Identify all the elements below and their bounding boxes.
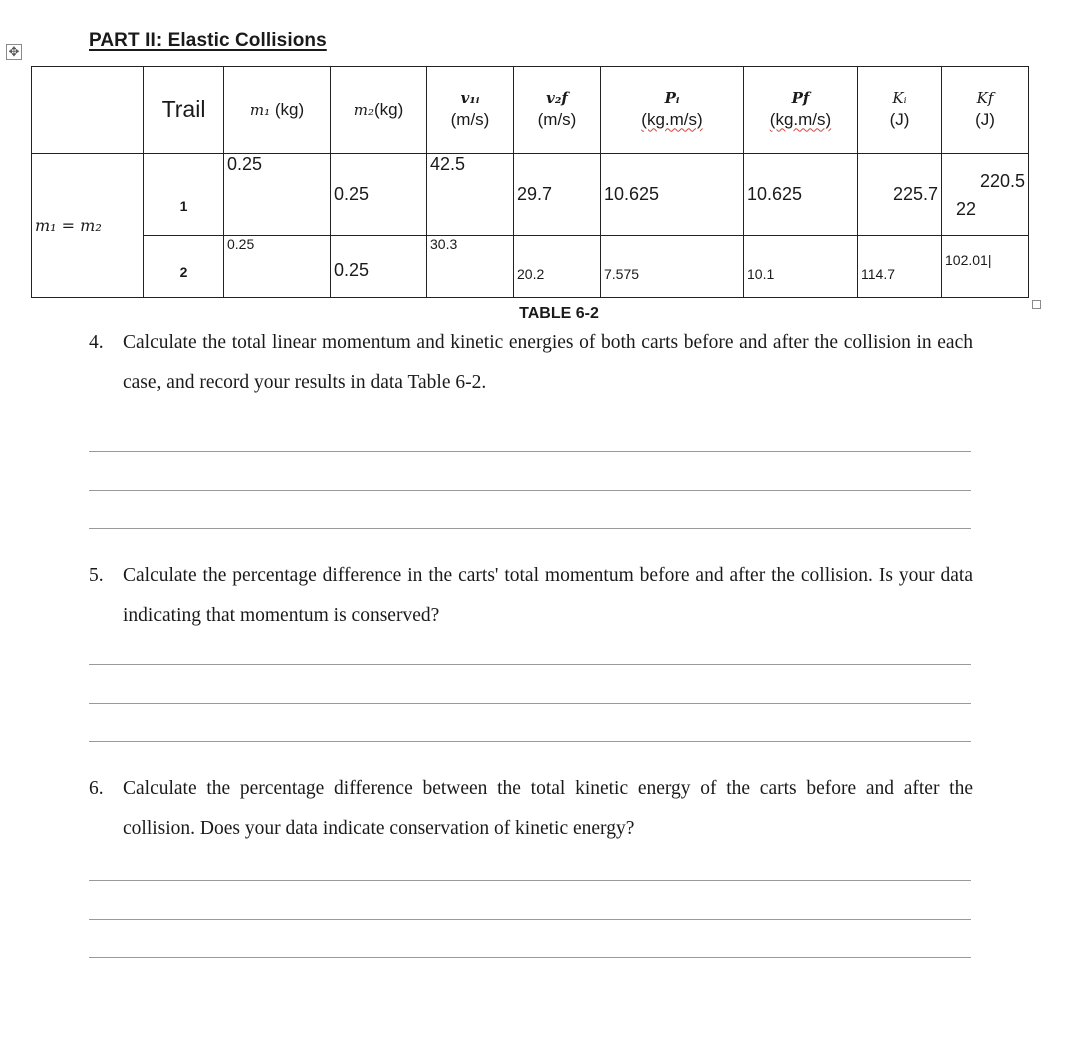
header-v2f-symbol: v₂f [546, 89, 568, 108]
header-kf-symbol: Kf [976, 89, 994, 108]
question-text: Calculate the total linear momentum and kinetic energies of both carts before and after the collision in each case, and record your results in data Table 6-2. [123, 332, 973, 393]
table-caption: TABLE 6-2 [519, 305, 599, 322]
cell-kf-line1: 220.5 [979, 170, 1025, 191]
header-v2f-unit: (m/s) [537, 109, 577, 129]
question-6 [89, 769, 973, 849]
question-text: Calculate the percentage difference in the carts' total momentum before and after the collision. Is your data indicating that momentum is conserved? [123, 565, 973, 626]
answer-line[interactable] [89, 919, 971, 920]
header-m2-unit: (kg) [373, 99, 404, 119]
header-v1i-unit: (m/s) [450, 109, 490, 129]
cell-m1[interactable]: 0.25 [224, 236, 331, 298]
header-pi [601, 67, 744, 154]
header-pf-symbol: Pf [791, 89, 810, 108]
header-m1 [224, 67, 331, 154]
header-ki [858, 67, 942, 154]
header-pi-symbol: Pᵢ [664, 89, 680, 108]
header-v2f [514, 67, 601, 154]
question-number: 6. [89, 778, 104, 799]
cell-ki[interactable]: 114.7 [858, 236, 942, 298]
cell-m2[interactable]: 0.25 [331, 154, 427, 236]
answer-line[interactable] [89, 741, 971, 742]
header-m1-symbol: m₁ [249, 100, 271, 119]
answer-line[interactable] [89, 528, 971, 529]
cell-pi[interactable]: 10.625 [601, 154, 744, 236]
cell-v1i[interactable]: 42.5 [427, 154, 514, 236]
cell-ki[interactable]: 225.7 [858, 154, 942, 236]
header-v1i-symbol: v₁ᵢ [460, 89, 480, 108]
cell-m2[interactable]: 0.25 [331, 236, 427, 298]
header-pi-unit: (kg.m/s) [641, 109, 703, 129]
group-label: m₁ = m₂ [32, 154, 144, 298]
answer-line[interactable] [89, 451, 971, 452]
header-trail: Trail [144, 67, 224, 154]
cell-pf[interactable]: 10.625 [744, 154, 858, 236]
cell-v2f[interactable]: 20.2 [514, 236, 601, 298]
table-row [32, 154, 1029, 236]
section-title: PART II: Elastic Collisions [89, 30, 327, 51]
answer-line[interactable] [89, 703, 971, 704]
data-table [31, 66, 1029, 298]
header-empty [32, 67, 144, 154]
header-kf-unit: (J) [975, 109, 995, 129]
cell-v1i[interactable]: 30.3 [427, 236, 514, 298]
question-number: 5. [89, 565, 104, 586]
header-ki-unit: (J) [889, 109, 910, 129]
cell-trail[interactable]: 1 [144, 154, 224, 236]
answer-line[interactable] [89, 490, 971, 491]
cell-pf[interactable]: 10.1 [744, 236, 858, 298]
table-move-handle-icon[interactable]: ✥ [6, 44, 22, 60]
cell-kf-line2: 22 [956, 198, 977, 219]
cell-kf[interactable]: 102.01| [942, 236, 1029, 298]
cell-trail[interactable]: 2 [144, 236, 224, 298]
cell-pi[interactable]: 7.575 [601, 236, 744, 298]
header-kf [942, 67, 1029, 154]
answer-line[interactable] [89, 957, 971, 958]
table-row [32, 236, 1029, 298]
answer-line[interactable] [89, 664, 971, 665]
header-pf-unit: (kg.m/s) [769, 109, 832, 129]
question-5 [89, 556, 973, 636]
header-m2-symbol: m₂ [353, 100, 374, 119]
answer-line[interactable] [89, 880, 971, 881]
cell-kf[interactable] [942, 154, 1029, 236]
header-m2 [331, 67, 427, 154]
header-pf [744, 67, 858, 154]
cell-m1[interactable]: 0.25 [224, 154, 331, 236]
header-ki-symbol: Kᵢ [892, 89, 907, 108]
question-4 [89, 323, 973, 403]
question-text: Calculate the percentage difference between the total kinetic energy of the carts before and after the collision. Does your data indicate conservation of kinetic energy? [123, 778, 973, 839]
header-m1-unit: (kg) [274, 99, 305, 119]
cell-v2f[interactable]: 29.7 [514, 154, 601, 236]
header-v1i [427, 67, 514, 154]
question-number: 4. [89, 332, 104, 353]
table-header-row [32, 67, 1029, 154]
